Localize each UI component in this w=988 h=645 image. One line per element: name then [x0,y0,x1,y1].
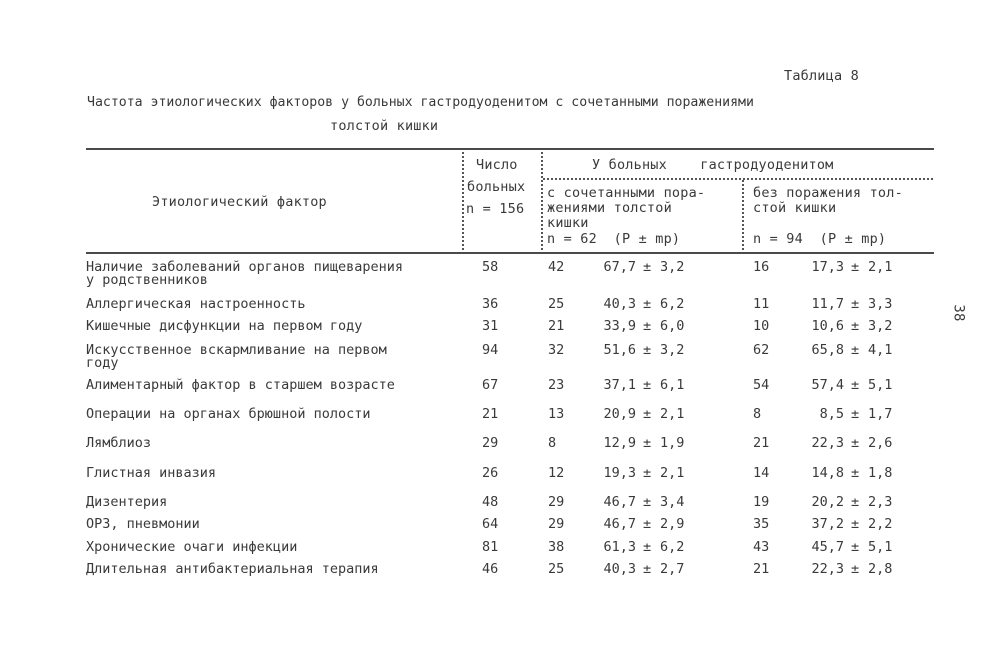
header-count-line1: Число [476,157,518,173]
row-group1-error: 3,2 [660,342,685,358]
row-group2-error: 4,1 [868,342,893,358]
row-factor: ОРЗ, пневмонии [86,516,200,532]
row-group1-error: 6,2 [660,539,685,555]
row-group1-error: 1,9 [660,435,685,451]
row-total: 81 [482,539,499,555]
row-total: 67 [482,377,499,393]
row-group2-count: 43 [753,539,770,555]
plus-minus-sign: ± [851,516,860,532]
row-group2-percent: 22,3 [811,561,844,577]
row-total: 26 [482,465,499,481]
row-total: 21 [482,406,499,422]
row-group1-percent: 46,7 [603,494,636,510]
row-total: 48 [482,494,499,510]
row-group1-count: 8 [548,435,557,451]
header-sub1-line1: с сочетанными пора- [547,185,706,201]
row-group1-error: 2,7 [660,561,685,577]
plus-minus-sign: ± [643,259,652,275]
plus-minus-sign: ± [851,561,860,577]
row-factor: Алиментарный фактор в старшем возрасте [86,377,395,393]
row-factor: Глистная инвазия [86,465,217,481]
row-group1-count: 42 [548,259,565,275]
plus-minus-sign: ± [643,377,652,393]
row-group1-count: 32 [548,342,565,358]
row-factor: Кишечные дисфункции на первом году [86,318,363,334]
plus-minus-sign: ± [851,494,860,510]
row-group2-error: 3,3 [868,296,893,312]
row-group2-percent: 20,2 [811,494,844,510]
row-total: 36 [482,296,499,312]
row-group1-count: 25 [548,296,565,312]
row-group1-percent: 40,3 [603,296,636,312]
plus-minus-sign: ± [643,435,652,451]
row-group2-count: 8 [753,406,762,422]
plus-minus-sign: ± [851,465,860,481]
row-group1-percent: 20,9 [603,406,636,422]
row-group2-error: 1,8 [868,465,893,481]
row-group2-count: 19 [753,494,770,510]
header-bottom-rule [86,252,934,254]
plus-minus-sign: ± [851,377,860,393]
header-count-line2: больных [467,179,526,195]
plus-minus-sign: ± [851,539,860,555]
plus-minus-sign: ± [643,539,652,555]
table-title-line1: Частота этиологических факторов у больных гастродуоденитом с сочетанными поражениями [87,95,754,110]
row-group1-percent: 12,9 [603,435,636,451]
table-top-rule [86,148,934,150]
row-group2-percent: 14,8 [811,465,844,481]
plus-minus-sign: ± [643,296,652,312]
plus-minus-sign: ± [851,435,860,451]
row-group1-error: 3,4 [660,494,685,510]
plus-minus-sign: ± [851,259,860,275]
row-group2-percent: 17,3 [811,259,844,275]
plus-minus-sign: ± [643,516,652,532]
plus-minus-sign: ± [851,296,860,312]
row-factor: Дизентерия [86,494,168,510]
header-separator-2 [541,152,543,250]
row-group2-count: 62 [753,342,770,358]
plus-minus-sign: ± [643,494,652,510]
row-group2-percent: 8,5 [819,406,844,422]
row-factor: Хронические очаги инфекции [86,539,298,555]
row-total: 94 [482,342,499,358]
row-group1-count: 38 [548,539,565,555]
row-group1-count: 12 [548,465,565,481]
row-group1-percent: 51,6 [603,342,636,358]
plus-minus-sign: ± [643,342,652,358]
row-factor: году [86,355,119,371]
row-group2-percent: 65,8 [811,342,844,358]
plus-minus-sign: ± [643,318,652,334]
row-factor: Операции на органах брюшной полости [86,406,371,422]
row-group1-error: 2,1 [660,406,685,422]
plus-minus-sign: ± [643,465,652,481]
row-group2-count: 10 [753,318,770,334]
row-group1-count: 21 [548,318,565,334]
row-group1-percent: 40,3 [603,561,636,577]
row-factor: Искусственное вскармливание на первом [86,342,387,358]
header-separator-1 [462,152,464,250]
row-group2-error: 3,2 [868,318,893,334]
row-group1-error: 2,1 [660,465,685,481]
header-sub1-line4: n = 62 (P ± mp) [547,231,681,247]
header-sub1-line3: кишки [547,215,589,231]
row-group2-percent: 11,7 [811,296,844,312]
header-group-rule [543,178,933,180]
row-group1-error: 6,2 [660,296,685,312]
table-number: Таблица 8 [784,68,859,84]
row-group1-percent: 33,9 [603,318,636,334]
row-total: 64 [482,516,499,532]
row-factor: Лямблиоз [86,435,152,451]
header-sub2-line1: без поражения тол- [753,185,903,201]
header-sub2-line4: n = 94 (P ± mp) [753,231,887,247]
row-group2-percent: 45,7 [811,539,844,555]
row-factor: у родственников [86,272,208,288]
row-group1-count: 13 [548,406,565,422]
row-group1-percent: 67,7 [603,259,636,275]
row-group1-percent: 61,3 [603,539,636,555]
row-group2-count: 14 [753,465,770,481]
table-title-line2: толстой кишки [330,118,439,134]
header-sub2-line2: стой кишки [753,200,837,216]
row-group2-percent: 22,3 [811,435,844,451]
row-total: 58 [482,259,499,275]
row-group2-error: 2,3 [868,494,893,510]
row-group2-count: 21 [753,435,770,451]
row-group2-count: 16 [753,259,770,275]
header-separator-3 [742,180,744,250]
header-sub1-line2: жениями толстой [547,200,672,216]
row-group2-error: 1,7 [868,406,893,422]
row-group2-count: 11 [753,296,770,312]
plus-minus-sign: ± [851,342,860,358]
row-group2-count: 35 [753,516,770,532]
row-group1-count: 23 [548,377,565,393]
row-group2-percent: 37,2 [811,516,844,532]
row-group2-error: 2,1 [868,259,893,275]
row-group2-percent: 57,4 [811,377,844,393]
row-group1-percent: 46,7 [603,516,636,532]
header-group: У больных гастродуоденитом [592,157,834,173]
row-group1-count: 29 [548,516,565,532]
row-group2-error: 5,1 [868,377,893,393]
header-factor: Этиологический фактор [152,194,327,210]
row-group2-error: 5,1 [868,539,893,555]
row-group2-percent: 10,6 [811,318,844,334]
row-factor: Аллергическая настроенность [86,296,306,312]
page-number: 38 [950,304,967,322]
row-group1-count: 29 [548,494,565,510]
plus-minus-sign: ± [643,561,652,577]
row-total: 29 [482,435,499,451]
row-group1-count: 25 [548,561,565,577]
row-group2-error: 2,2 [868,516,893,532]
row-group2-error: 2,8 [868,561,893,577]
row-group1-error: 3,2 [660,259,685,275]
plus-minus-sign: ± [643,406,652,422]
header-count-line3: n = 156 [466,201,525,217]
row-group2-count: 21 [753,561,770,577]
plus-minus-sign: ± [851,406,860,422]
row-group1-error: 6,1 [660,377,685,393]
row-group1-error: 2,9 [660,516,685,532]
row-total: 46 [482,561,499,577]
row-group2-count: 54 [753,377,770,393]
row-total: 31 [482,318,499,334]
row-factor: Длительная антибактериальная терапия [86,561,379,577]
row-group1-percent: 37,1 [603,377,636,393]
row-group1-error: 6,0 [660,318,685,334]
plus-minus-sign: ± [851,318,860,334]
row-group2-error: 2,6 [868,435,893,451]
row-group1-percent: 19,3 [603,465,636,481]
row-factor: Наличие заболеваний органов пищеварения [86,259,403,275]
